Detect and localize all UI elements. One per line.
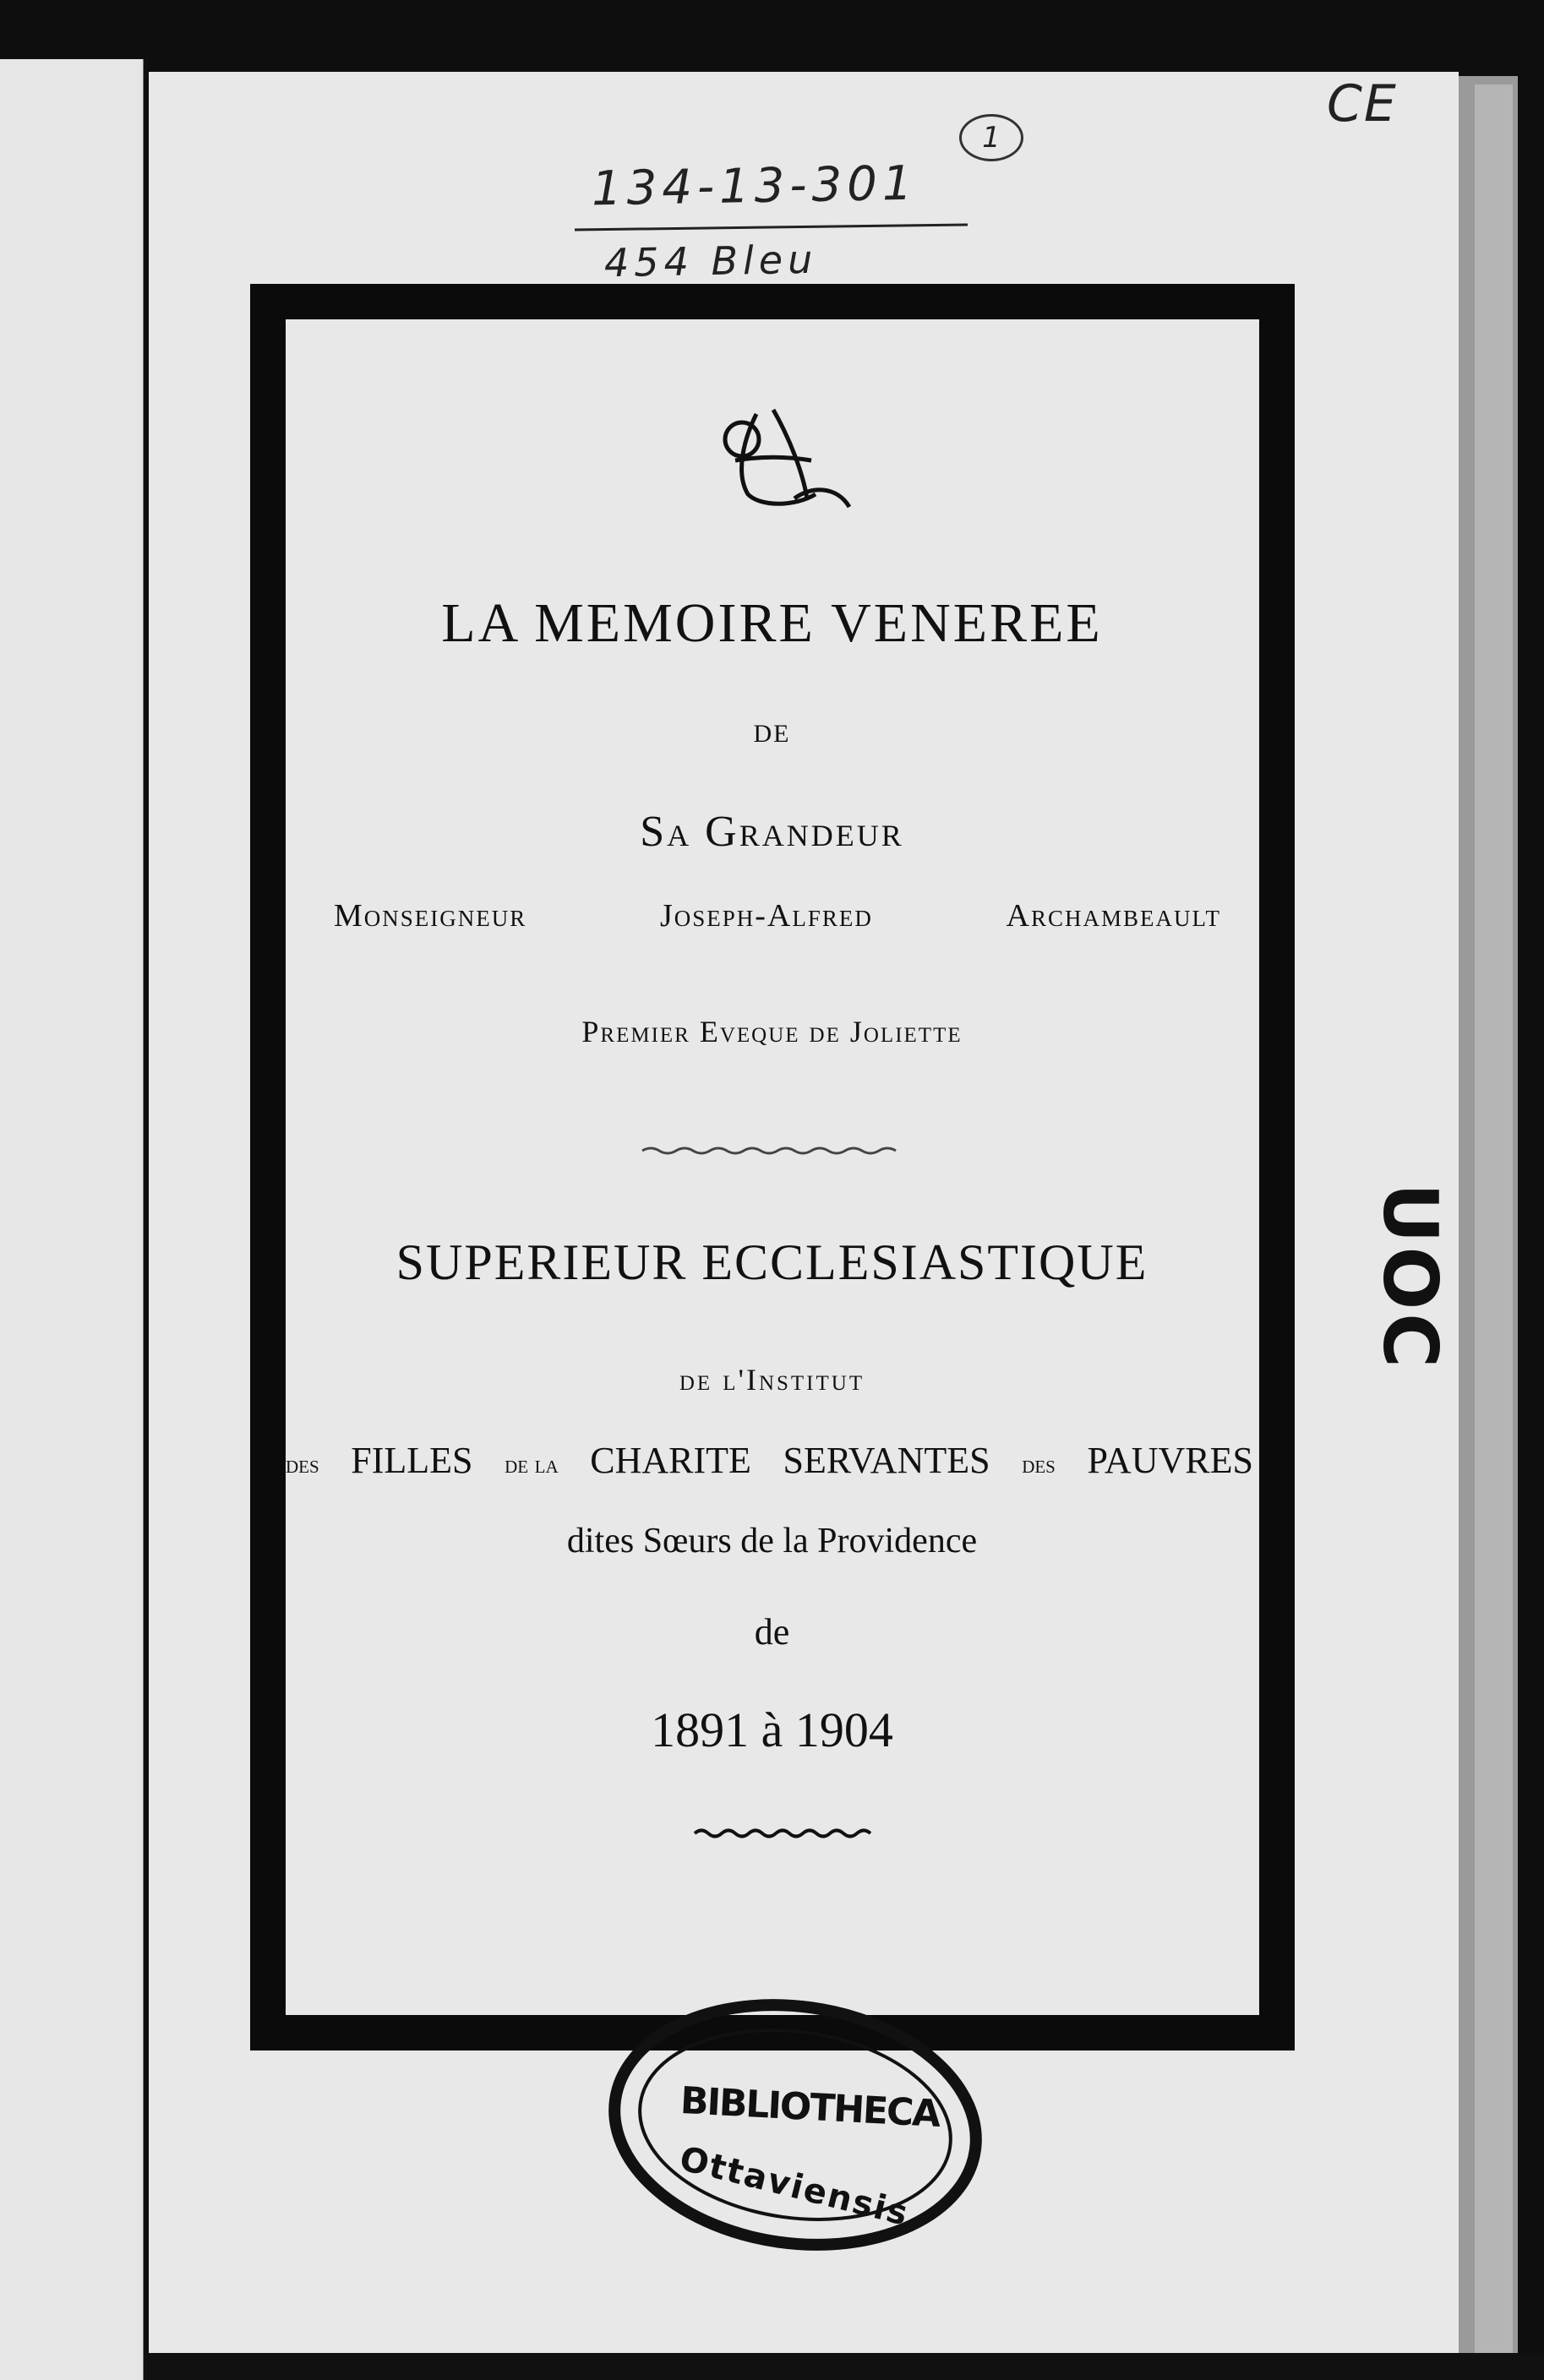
name-family: Archambeault xyxy=(1006,898,1221,934)
bishop-name-line xyxy=(334,897,1221,934)
de-line: DE xyxy=(753,720,791,748)
de-line-2: de xyxy=(754,1611,790,1653)
name-title: Monseigneur xyxy=(334,898,527,934)
bottom-shadow xyxy=(149,2353,1544,2380)
filles-word: PAUVRES xyxy=(1087,1440,1253,1481)
grandeur-line: Sa Grandeur xyxy=(640,808,904,856)
institut-line: de l'Institut xyxy=(679,1363,865,1397)
spine-label: UOC xyxy=(1367,1183,1454,1371)
catalog-number: 134-13-301 xyxy=(591,155,918,217)
filles-word: FILLES xyxy=(351,1440,473,1481)
dites-line: dites Sœurs de la Providence xyxy=(566,1522,978,1560)
name-given: Joseph-Alfred xyxy=(659,898,873,934)
corner-mark: CE xyxy=(1327,74,1398,133)
filles-word: CHARITE xyxy=(590,1440,751,1481)
catalog-shelf-mark: 454 Bleu xyxy=(603,236,818,286)
page-title: LA MEMOIRE VENEREE xyxy=(441,592,1103,654)
years-line: 1891 à 1904 xyxy=(651,1702,893,1757)
filles-word: des xyxy=(286,1451,319,1479)
catalog-circled-mark: 1 xyxy=(959,114,1023,161)
stamp-text-bibliotheca: BIBLIOTHECA xyxy=(679,2078,941,2136)
stamp-text-ottaviensis: Ottaviensis xyxy=(675,2139,914,2234)
left-facing-page xyxy=(0,59,144,2380)
filles-word: SERVANTES xyxy=(783,1440,990,1481)
superieur-heading: SUPERIEUR ECCLESIASTIQUE xyxy=(396,1234,1148,1290)
filles-word: de la xyxy=(505,1451,559,1479)
spine-highlight xyxy=(1475,84,1513,2357)
filles-line xyxy=(286,1439,1253,1482)
filles-word: des xyxy=(1022,1451,1056,1479)
eveque-line: Premier Eveque de Joliette xyxy=(581,1015,963,1048)
